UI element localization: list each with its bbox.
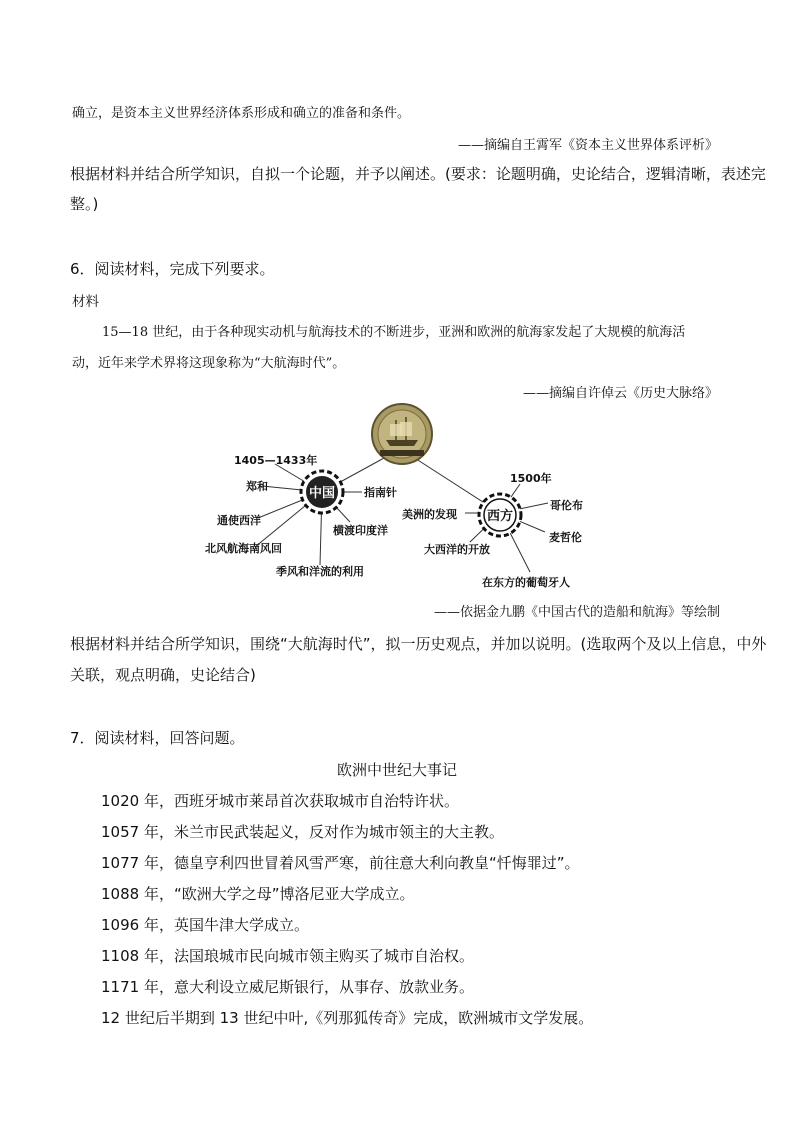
task-instruction-line: 关联，观点明确，史论结合): [70, 666, 256, 684]
china-node: 1405—1433年: [234, 454, 318, 467]
task-instruction-line: 根据材料并结合所学知识，自拟一个论题，并予以阐述。(要求：论题明确，史论结合，逻辑清晰，表述完: [70, 165, 766, 183]
material-paragraph: 动，近年来学术界将这现象称为“大航海时代”。: [72, 356, 346, 371]
list-item: 1096 年，英国牛津大学成立。: [101, 916, 309, 934]
china-hub-label: 中国: [308, 486, 336, 501]
sailing-ship-coin-icon: [372, 404, 432, 464]
task-instruction-line: 整。): [70, 195, 99, 213]
material-paragraph: 15—18 世纪，由于各种现实动机与航海技术的不断进步，亚洲和欧洲的航海家发起了大规模的航海活: [102, 325, 686, 340]
list-item: 12 世纪后半期到 13 世纪中叶,《列那狐传奇》完成，欧洲城市文学发展。: [101, 1009, 594, 1027]
west-node: 美洲的发现: [402, 508, 457, 521]
china-node: 季风和洋流的利用: [276, 565, 364, 578]
list-item: 1171 年，意大利设立威尼斯银行，从事存、放款业务。: [101, 978, 474, 996]
west-hub: [479, 494, 521, 536]
source-citation: ——摘编自许倬云《历史大脉络》: [522, 386, 718, 401]
question-6-heading: 6．阅读材料，完成下列要求。: [70, 260, 275, 278]
list-item: 1088 年，“欧洲大学之母”博洛尼亚大学成立。: [101, 885, 415, 903]
source-citation: ——依据金九鹏《中国古代的造船和航海》等绘制: [433, 605, 720, 620]
task-instruction-line: 根据材料并结合所学知识，围绕“大航海时代”，拟一历史观点，并加以说明。(选取两个及以上信息，中外: [70, 635, 767, 653]
china-node: 通使西洋: [217, 514, 261, 527]
china-node: 指南针: [364, 486, 397, 499]
china-node: 北风航海南风回: [205, 542, 282, 555]
china-node: 郑和: [246, 480, 268, 493]
west-node: 1500年: [510, 472, 552, 485]
list-item: 1020 年，西班牙城市莱昂首次获取城市自治特许状。: [101, 792, 459, 810]
west-node: 在东方的葡萄牙人: [482, 576, 570, 589]
source-citation: ——摘编自王霄军《资本主义世界体系评析》: [457, 138, 718, 153]
china-node: 横渡印度洋: [333, 524, 388, 537]
list-item: 1108 年，法国琅城市民向城市领主购买了城市自治权。: [101, 947, 474, 965]
voyage-diagram: [0, 400, 794, 600]
west-node: 麦哲伦: [549, 531, 582, 544]
material-label: 材料: [72, 294, 99, 310]
list-item: 1077 年，德皇亨利四世冒着风雪严寒，前往意大利向教皇“忏悔罪过”。: [101, 854, 580, 872]
material-paragraph-end: 确立，是资本主义世界经济体系形成和确立的准备和条件。: [72, 106, 411, 121]
west-node: 哥伦布: [550, 499, 583, 512]
timeline-title: 欧洲中世纪大事记: [336, 761, 457, 779]
question-7-heading: 7．阅读材料，回答问题。: [70, 729, 245, 747]
list-item: 1057 年，米兰市民武装起义，反对作为城市领主的大主教。: [101, 823, 504, 841]
west-hub-label: 西方: [486, 509, 514, 524]
china-hub: [301, 471, 343, 513]
west-node: 大西洋的开放: [424, 543, 490, 556]
